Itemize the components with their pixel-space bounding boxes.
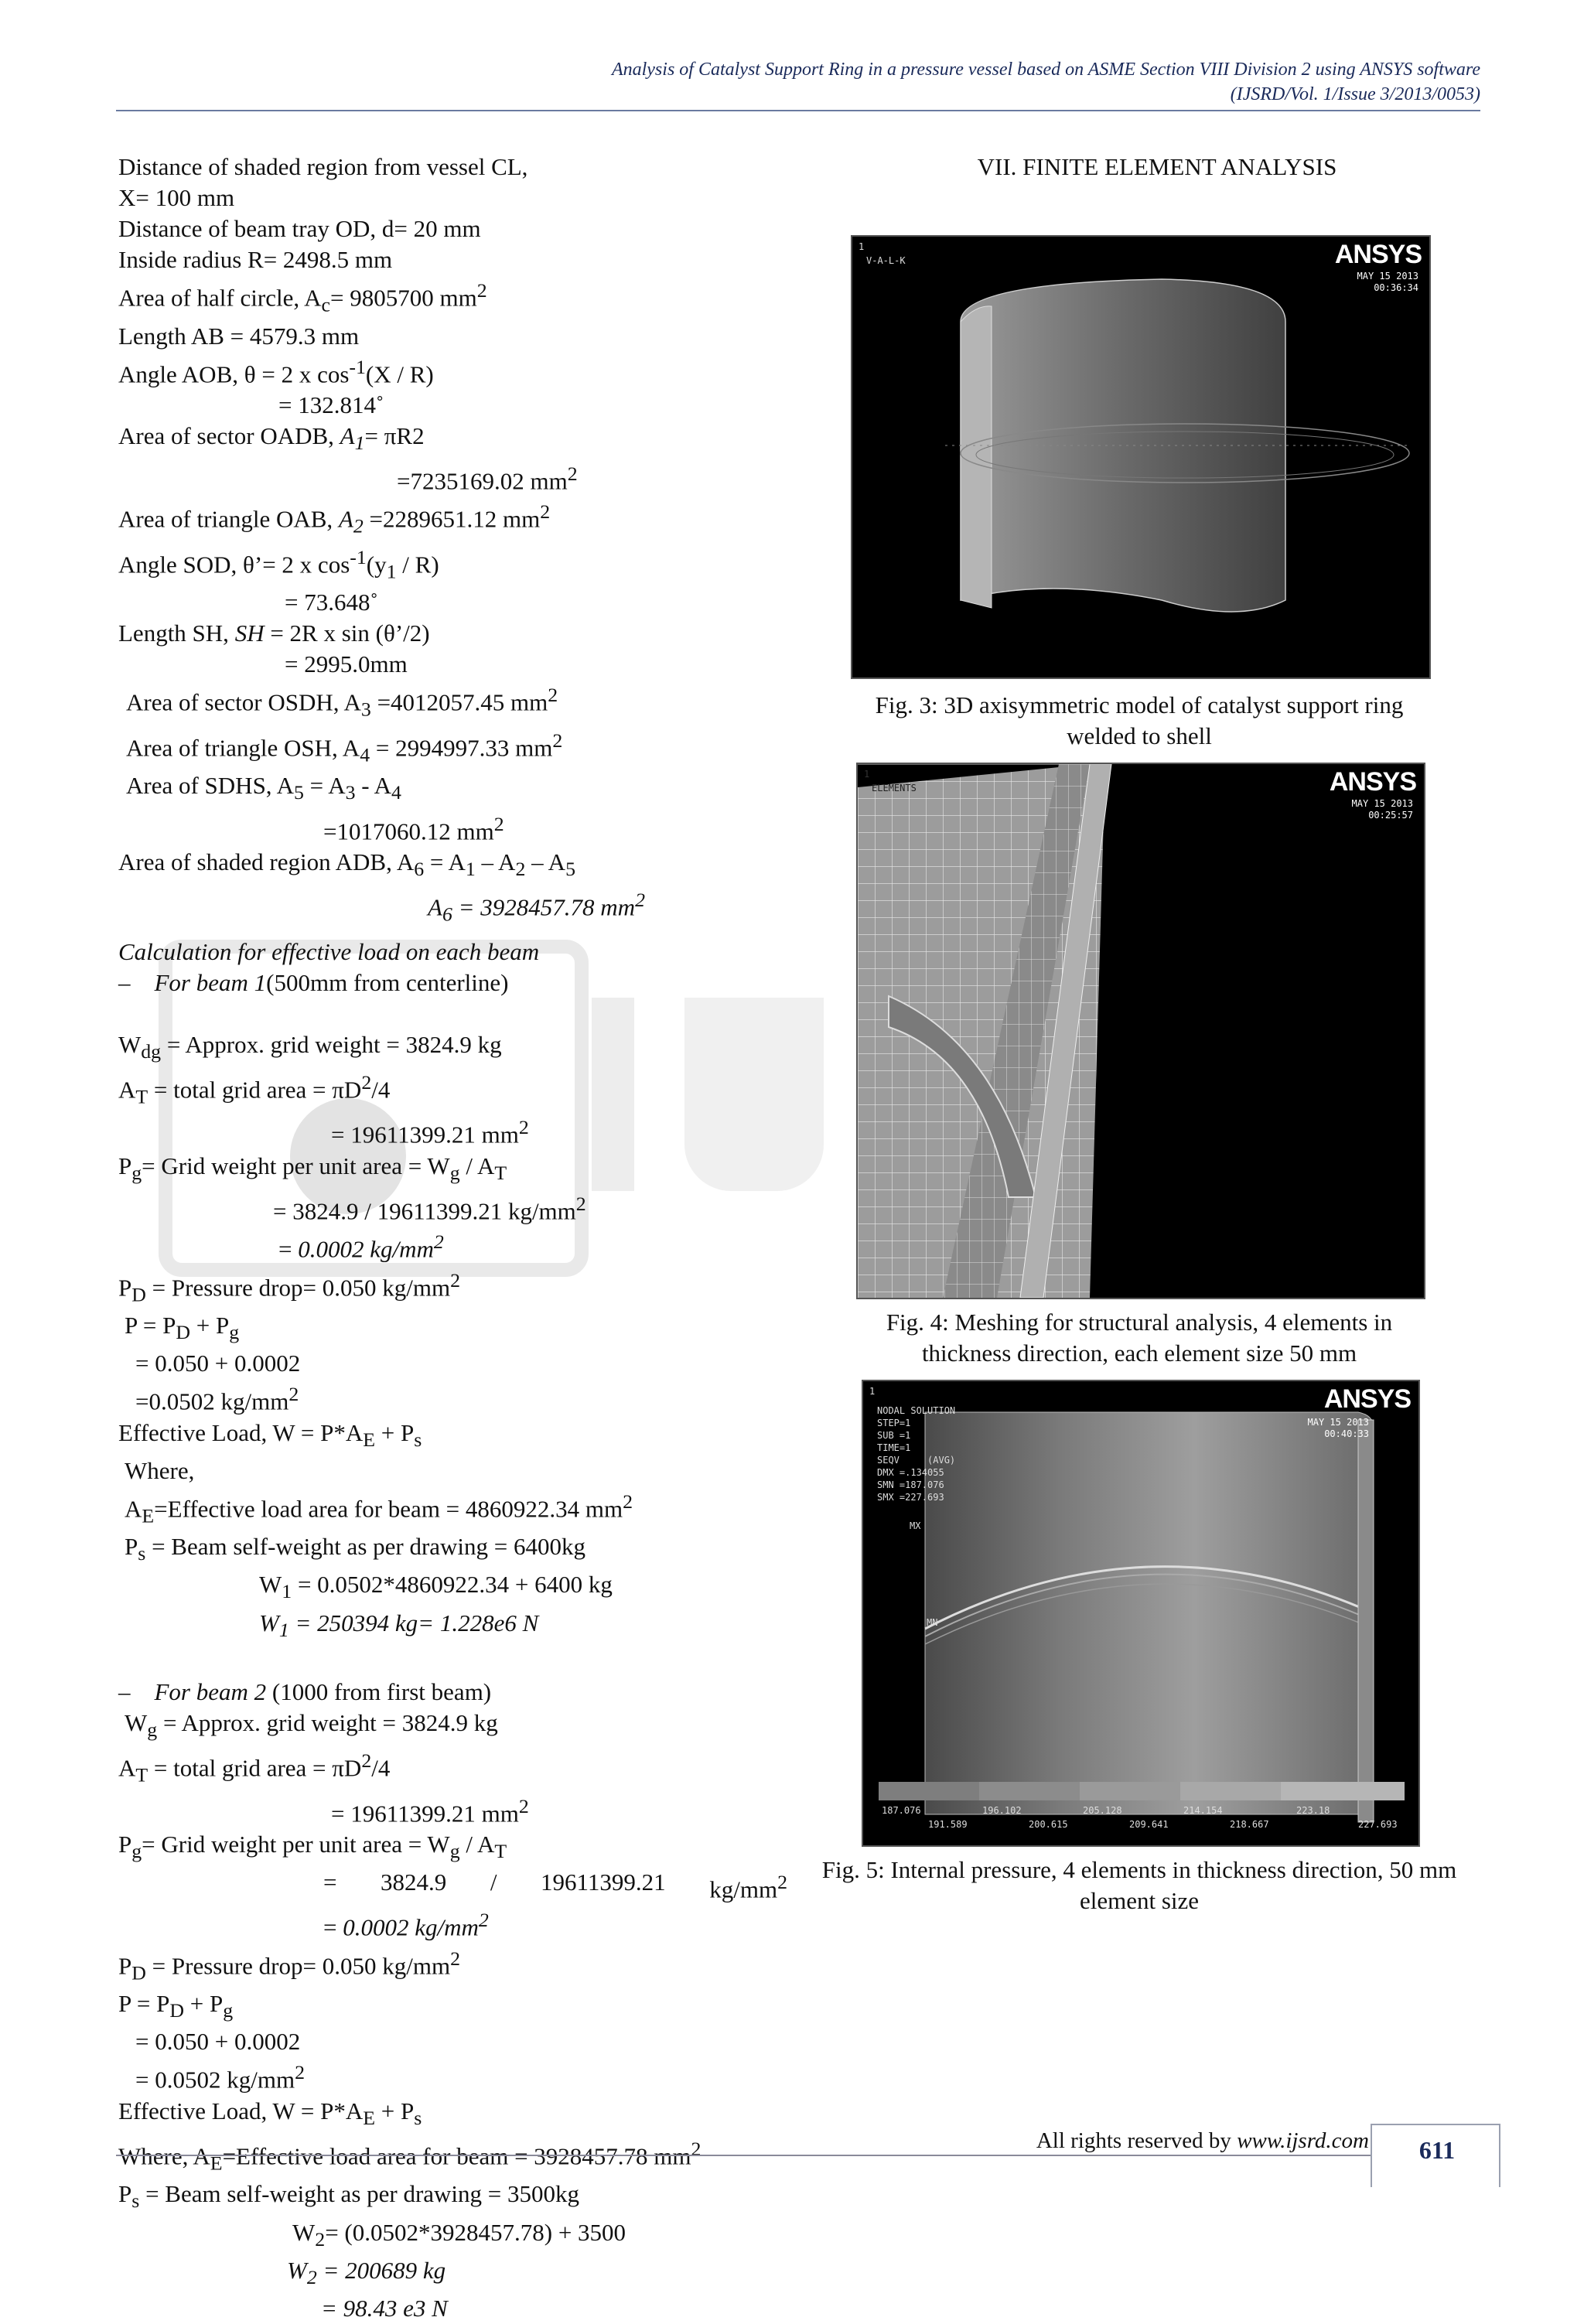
text-line: $P = P_D + P_g$ bbox=[125, 1312, 240, 1344]
legend-value: 191.589 bbox=[928, 1819, 968, 1830]
text-line: $A_T$ = total grid area = $\pi D^2/4$ bbox=[118, 1070, 391, 1108]
text-line: Effective Load, $W = P*A_E + P_s$ bbox=[118, 2097, 422, 2129]
text-line: $W_1 = 250394$ kg= 1.228e6 N bbox=[259, 1609, 539, 1641]
footer-rule bbox=[116, 2155, 1480, 2156]
min-marker: MN bbox=[927, 1617, 938, 1628]
text-line: Where, $A_E=Effective$ load area for beam = 3928457.78 $mm^2$ bbox=[118, 2137, 702, 2175]
text-line: =1017060.12 $mm^2$ bbox=[323, 812, 504, 845]
running-header bbox=[612, 57, 1480, 107]
text-line: X= 100 mm bbox=[118, 184, 235, 211]
text-line: Distance of shaded region from vessel CL, bbox=[118, 153, 528, 180]
text-line: = 0.050 + 0.0002 bbox=[135, 2028, 301, 2056]
text-line: = 0.0502 $kg/mm^2$ bbox=[135, 2061, 305, 2094]
text-line: = 19611399.21 $mm^2$ bbox=[331, 1794, 529, 1827]
figure-3-caption: Fig. 3: 3D axisymmetric model of catalyst support ring welded to shell bbox=[875, 691, 1404, 749]
text-line: $P_D$ = Pressure drop= 0.050 $kg/mm^2$ bbox=[118, 1268, 460, 1306]
header-title: Analysis of Catalyst Support Ring in a pressure vessel based on ASME Section VIII Division 2 using ANSYS software bbox=[611, 60, 1480, 80]
text-line: = 73.648˚ bbox=[285, 589, 378, 616]
text-line: Area of triangle OAB, $A_2 =2289651.12$ $mm^2$ bbox=[118, 500, 551, 537]
section-heading: VII. FINITE ELEMENT ANALYSIS bbox=[977, 153, 1337, 180]
legend-value: 218.667 bbox=[1230, 1819, 1269, 1830]
text-line: Inside radius R= 2498.5 mm bbox=[118, 246, 393, 273]
text-line: $W_g$ = Approx. grid weight = 3824.9 kg bbox=[125, 1708, 498, 1741]
legend-value: 227.693 bbox=[1358, 1819, 1398, 1830]
text-line: = 98.43 e3 N bbox=[321, 2294, 448, 2322]
plot-label: V-A-L-K bbox=[866, 255, 906, 266]
text-line: Length AB = 4579.3 mm bbox=[118, 322, 360, 350]
text-line: $P_g=$ Grid weight per unit area = $W_g / A_T$ bbox=[118, 1152, 507, 1184]
plot-label: ELEMENTS bbox=[872, 783, 917, 793]
plot-label-number: 1 bbox=[859, 241, 865, 252]
legend-value: 209.641 bbox=[1129, 1819, 1169, 1830]
text-line: Area of SDHS, $A_5 = A_3 - A_4$ bbox=[126, 772, 401, 804]
text-line: $W_{dg}$ = Approx. grid weight = 3824.9 kg bbox=[118, 1030, 502, 1063]
text-line: Angle SOD, θ’= 2 x $\cos^{-1}(y_1 / R)$ bbox=[118, 545, 439, 583]
text-line: = 3824.9 / 19611399.21 $kg/mm^2$ bbox=[323, 1868, 787, 1903]
text-line: $P_g=$ Grid weight per unit area = $W_g / A_T$ bbox=[118, 1830, 507, 1863]
plot-timestamp: MAY 15 2013 00:36:34 bbox=[1357, 271, 1418, 293]
text-line: $A_E=Effective$ load area for beam = 4860922.34 $mm^2$ bbox=[125, 1490, 633, 1527]
legend-value: 214.154 bbox=[1183, 1805, 1223, 1816]
bullet-item: – For beam 2 (1000 from first beam) bbox=[118, 1677, 492, 1705]
text-line: $W_2 = 200689$ kg bbox=[287, 2256, 446, 2288]
header-citation: (IJSRD/Vol. 1/Issue 3/2013/0053) bbox=[1230, 84, 1480, 104]
text-line: = 2995.0mm bbox=[285, 650, 408, 678]
text-line: Length SH, SH = 2R x sin (θ’/2) bbox=[118, 619, 430, 647]
text-line: Distance of beam tray OD, d= 20 mm bbox=[118, 215, 481, 242]
text-line: = 3824.9 / 19611399.21 $kg/mm^2$ bbox=[273, 1192, 586, 1225]
text-line: $P = P_D + P_g$ bbox=[118, 1990, 234, 2022]
text-line: $P_D$ = Pressure drop= 0.050 $kg/mm^2$ bbox=[118, 1947, 460, 1984]
text-line: = 0.0002 $kg/mm^2$ bbox=[323, 1909, 489, 1941]
header-rule bbox=[116, 110, 1480, 111]
plot-label-number: 1 bbox=[869, 1386, 876, 1397]
ansys-logo: ANSYS bbox=[1334, 240, 1422, 269]
figure-5-caption: Fig. 5: Internal pressure, 4 elements in thickness direction, 50 mm element size bbox=[821, 1856, 1457, 1914]
text-line: =7235169.02 $mm^2$ bbox=[397, 462, 578, 495]
figure-3 bbox=[851, 235, 1431, 679]
text-line: Area of sector OADB, $A_1= \pi R2$ bbox=[118, 421, 425, 455]
text-line: Area of half circle, $A_c= 9805700$ $mm^2$ bbox=[118, 279, 487, 316]
legend-value: 196.102 bbox=[982, 1805, 1022, 1816]
text-line: Where, bbox=[125, 1456, 195, 1484]
text-line: = 0.0002 $kg/mm^2$ bbox=[278, 1230, 444, 1263]
legend-value: 205.128 bbox=[1083, 1805, 1122, 1816]
footer-rights: All rights reserved by www.ijsrd.com bbox=[1036, 2128, 1369, 2153]
figure-4-caption: Fig. 4: Meshing for structural analysis, 4 elements in thickness direction, each element size 50 mm bbox=[886, 1309, 1393, 1367]
legend-value: 187.076 bbox=[882, 1805, 921, 1816]
text-line: = 132.814˚ bbox=[278, 391, 384, 418]
legend-value: 200.615 bbox=[1029, 1819, 1068, 1830]
legend-value: 223.18 bbox=[1296, 1805, 1330, 1816]
text-line: $W_1 = 0.0502*4860922.34 + 6400$ kg bbox=[259, 1571, 613, 1603]
text-line: $P_s$ = Beam self-weight as per drawing = 3500kg bbox=[118, 2180, 580, 2213]
figure-5 bbox=[862, 1380, 1420, 1847]
plot-label-number: 1 bbox=[864, 769, 870, 780]
text-line: = 0.050 + 0.0002 bbox=[135, 1350, 301, 1377]
nodal-solution-info: NODAL SOLUTION STEP=1 SUB =1 TIME=1 SEQV (AVG) DMX =.134055 SMN =187.076 SMX =227.693 bbox=[877, 1405, 956, 1503]
text-line: Area of sector OSDH, $A_3 =4012057.45$ $mm^2$ bbox=[126, 684, 558, 721]
left-column bbox=[118, 152, 787, 2324]
right-column bbox=[812, 152, 1479, 183]
text-line: $A_T$ = total grid area = $\pi D^2/4$ bbox=[118, 1749, 391, 1787]
ansys-logo: ANSYS bbox=[1329, 767, 1416, 797]
max-marker: MX bbox=[910, 1520, 921, 1531]
plot-timestamp: MAY 15 2013 00:25:57 bbox=[1351, 798, 1413, 821]
text-line: $P_s$ = Beam self-weight as per drawing = 6400kg bbox=[125, 1533, 586, 1565]
ansys-logo: ANSYS bbox=[1323, 1384, 1411, 1414]
subheading: Calculation for effective load on each beam bbox=[118, 937, 540, 965]
text-line: $W_2= (0.0502*3928457.78) + 3500$ bbox=[292, 2218, 626, 2251]
text-line: Angle AOB, θ = 2 x $\cos^{-1}(X / R)$ bbox=[118, 355, 434, 387]
text-line: Effective Load, $W = P*A_E + P_s$ bbox=[118, 1418, 422, 1451]
page-number: 611 bbox=[1418, 2136, 1456, 2164]
text-line: Area of triangle OSH, $A_4 = 2994997.33$ $mm^2$ bbox=[126, 729, 563, 766]
mesh-image bbox=[858, 764, 1424, 1298]
footer-site-link[interactable]: www.ijsrd.com bbox=[1237, 2128, 1369, 2153]
plot-timestamp: MAY 15 2013 00:40:33 bbox=[1307, 1417, 1369, 1439]
text-line: $A_6 = 3928457.78$ $mm^2$ bbox=[428, 889, 645, 926]
text-line: = 19611399.21 $mm^2$ bbox=[331, 1116, 529, 1148]
bullet-item: – For beam 1(500mm from centerline) bbox=[118, 968, 509, 996]
figure-4 bbox=[856, 763, 1425, 1299]
cylinder-model-image bbox=[852, 237, 1429, 677]
text-line: =0.0502 $kg/mm^2$ bbox=[135, 1383, 299, 1415]
text-line: Area of shaded region ADB, $A_6 = A_1 - A_2 - A_5$ bbox=[118, 848, 575, 881]
